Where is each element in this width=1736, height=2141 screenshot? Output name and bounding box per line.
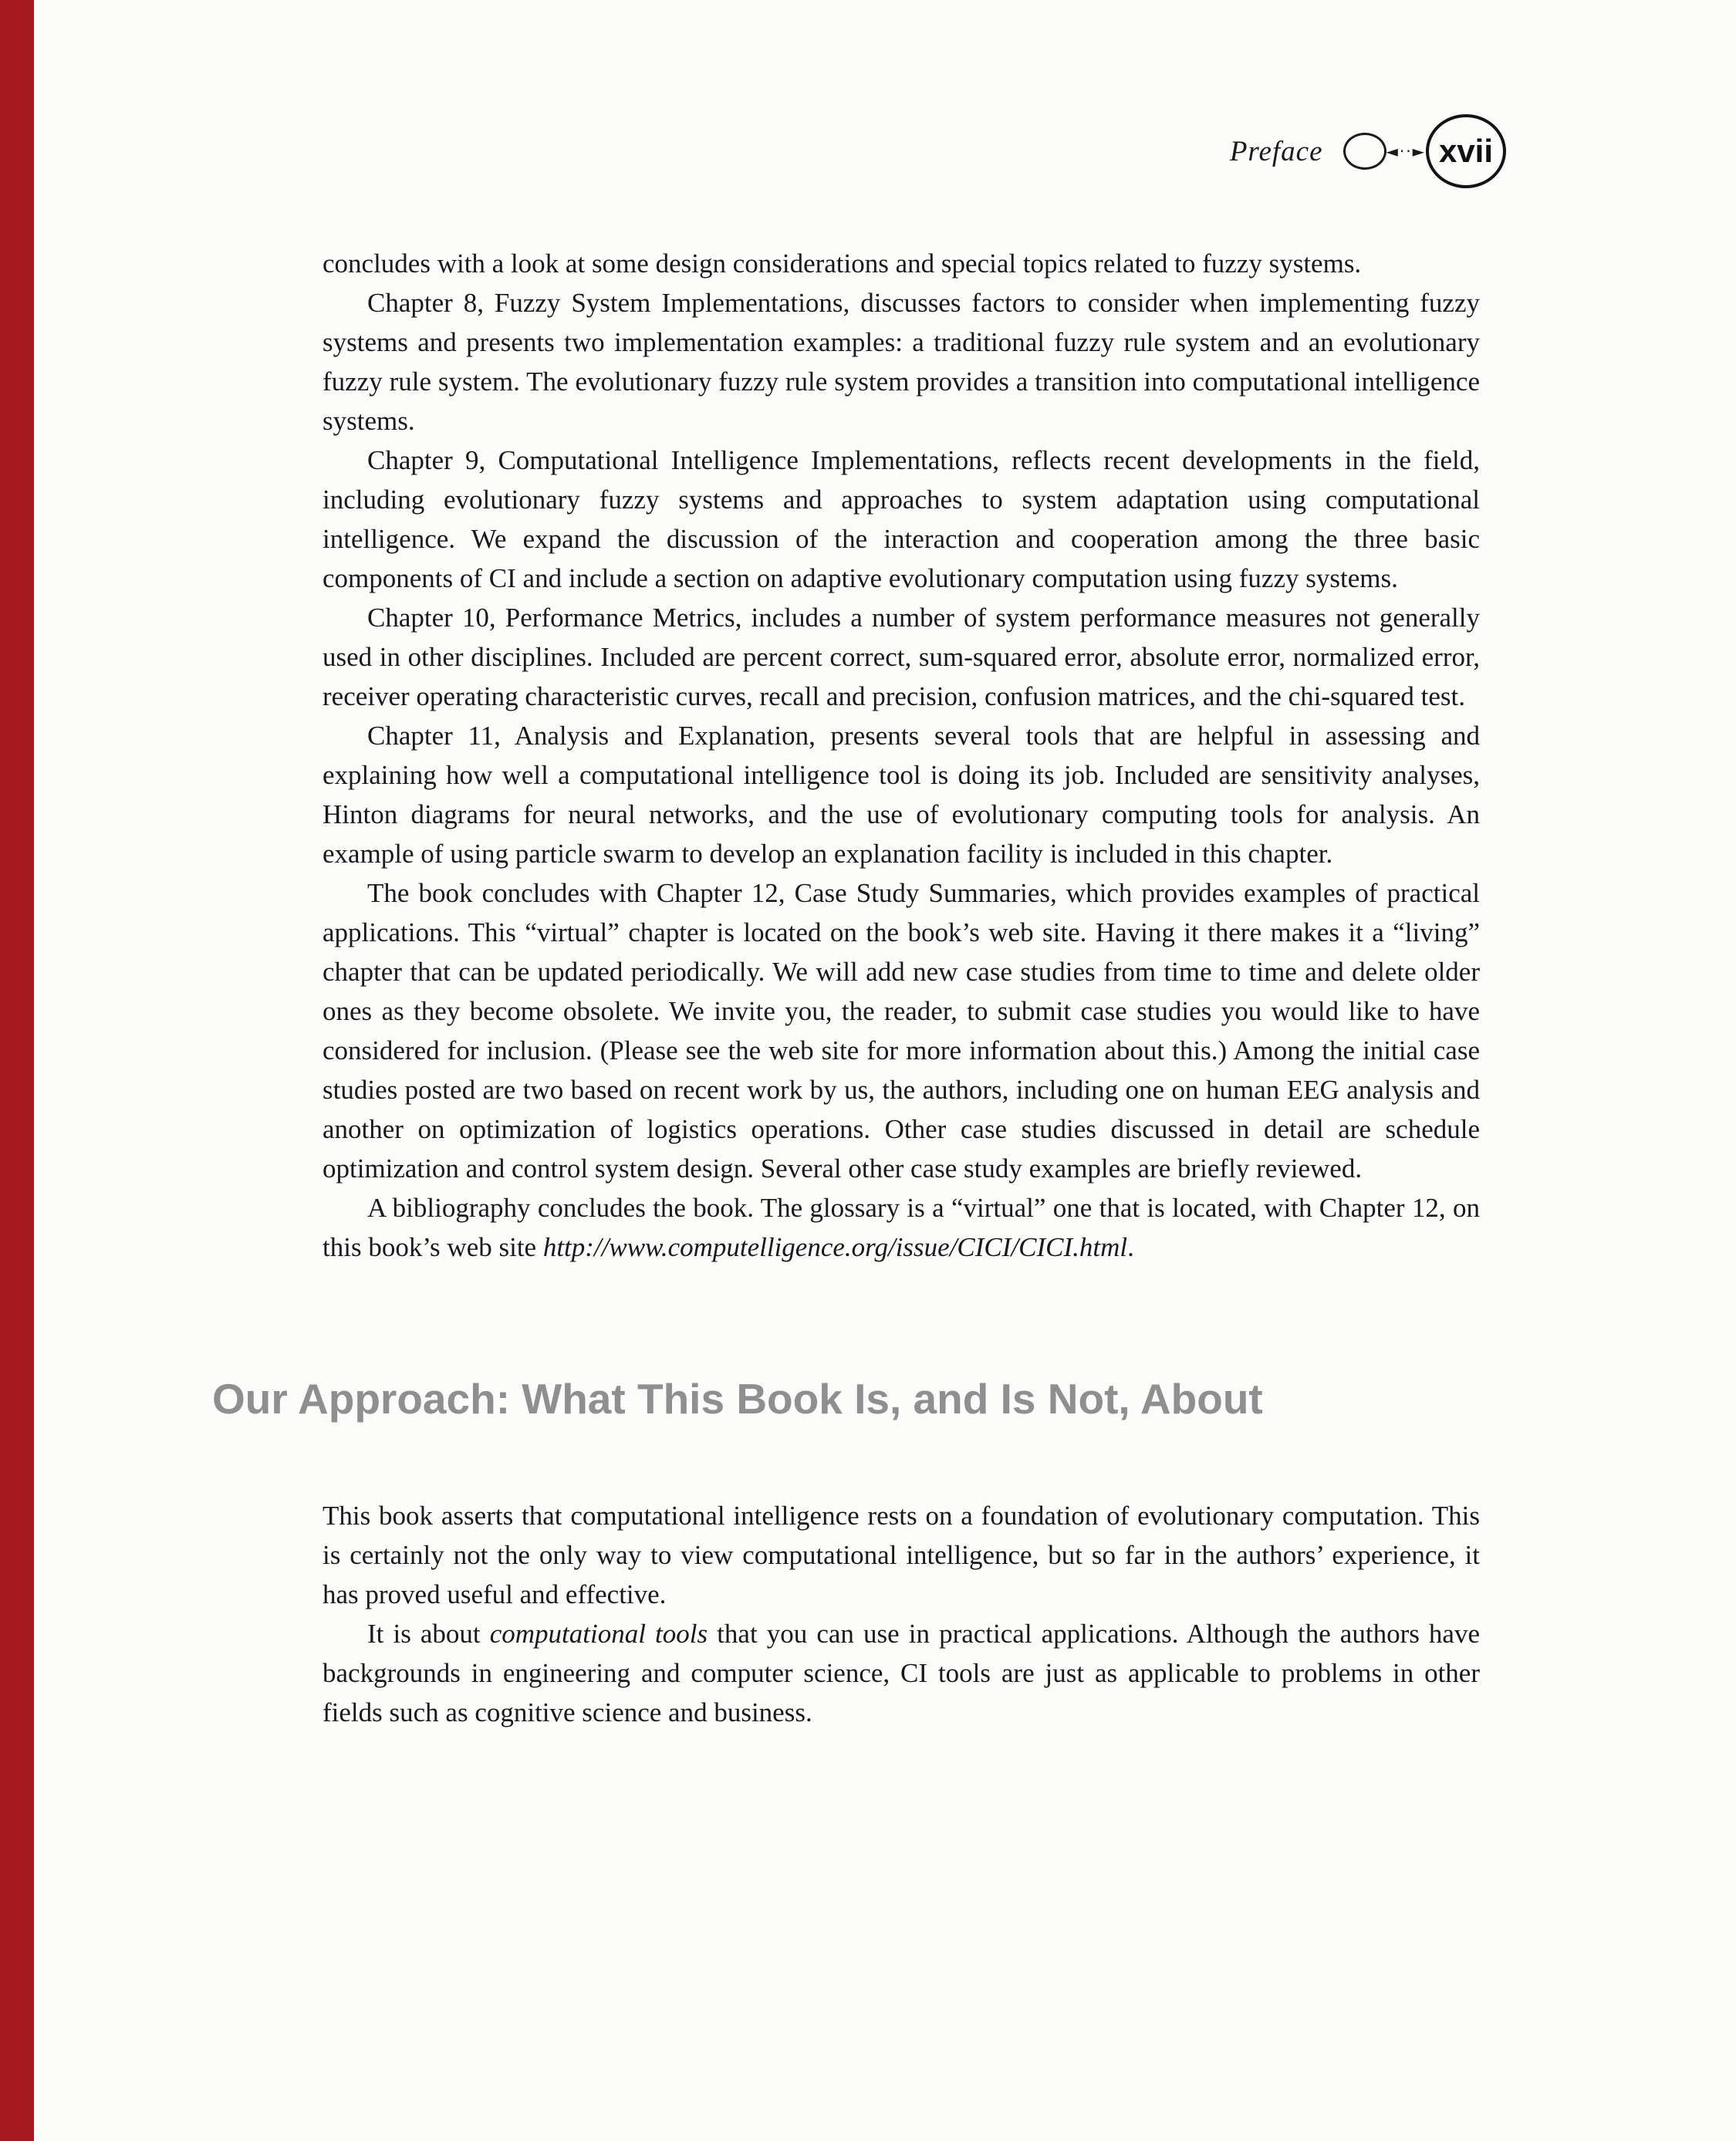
section-heading: Our Approach: What This Book Is, and Is Not, About [212,1375,1263,1423]
text-run: This book asserts that computational intelligence rests on a foundation of evolutionary computation. This is certainly not the only way to view computational intelligence, but so far in the authors’ experience, it has proved useful and effective. [323,1501,1480,1609]
text-run: Chapter 8, Fuzzy System Implementations, discusses factors to consider when implementing fuzzy systems and presents two implementation examples: a traditional fuzzy rule system and an evolutionary fuzzy rule system. The evolutionary fuzzy rule system provides a transition into computational intelligence systems. [323,288,1480,436]
circle-ornament-icon [1343,133,1386,170]
running-head: Preface [1229,135,1323,167]
paragraph [323,1496,1480,1614]
italic-text-run: http://www.computelligence.org/issue/CICI/CICI.html [542,1232,1128,1262]
text-run: that you can use in practical applications. Although the authors have backgrounds in engineering and computer science, CI tools are just as applicable to problems in other fields such as cognitive science and business. [323,1619,1481,1727]
section-paragraphs [323,1496,1480,1732]
paragraph [323,244,1480,283]
text-run: . [1127,1232,1134,1262]
paragraph [323,716,1480,873]
text-run: Chapter 11, Analysis and Explanation, presents several tools that are helpful in assessing and explaining how well a computational intelligence tool is doing its job. Included are sensitivity analyses, Hinton diagrams for neural networks, and the use of evolutionary computing tools for analysis. An example of using particle swarm to develop an explanation facility is included in this chapter. [323,721,1480,869]
paragraph [323,283,1480,441]
text-run: Chapter 9, Computational Intelligence Implementations, reflects recent developments in the field, including evolutionary fuzzy systems and approaches to system adaptation using computational intelligence. We expand the discussion of the interaction and cooperation among the three basic components of CI and include a section on adaptive evolutionary computation using fuzzy systems. [323,445,1480,593]
paragraph [323,441,1480,598]
italic-text-run: computational tools [489,1619,708,1649]
page-header [323,0,1506,188]
text-run: A bibliography concludes the book. The glossary is a “virtual” one that is located, with Chapter 12, on this book’s web site [323,1193,1480,1262]
paragraph [323,1188,1480,1267]
text-run: It is about [367,1619,490,1649]
header-ornament [1343,114,1506,188]
paragraph [323,873,1480,1188]
page-number: xvii [1438,133,1494,169]
paragraph [323,1614,1480,1732]
text-run: concludes with a look at some design considerations and special topics related to fuzzy systems. [323,248,1362,279]
text-run: Chapter 10, Performance Metrics, includes a number of system performance measures not generally used in other disciplines. Included are percent correct, sum-squared error, absolute error, normalized error, receiver operating characteristic curves, recall and precision, confusion matrices, and the chi-squared test. [323,603,1480,711]
page-edge-red-bar [0,0,34,2141]
paragraph [323,598,1480,716]
body-paragraphs [323,244,1480,1267]
dotted-arrow-icon: ◄··► [1386,142,1426,160]
page-number-badge [1426,114,1506,188]
text-run: The book concludes with Chapter 12, Case Study Summaries, which provides examples of practical applications. This “virtual” chapter is located on the book’s web site. Having it there makes it a “living” chapter that can be updated periodically. We will add new case studies from time to time and delete older ones as they become obsolete. We invite you, the reader, to submit case studies you would like to have considered for inclusion. (Please see the web site for more information about this.) Among the initial case studies posted are two based on recent work by us, the authors, including one on human EEG analysis and another on optimization of logistics operations. Other case studies discussed in detail are schedule optimization and control system design. Several other case study examples are briefly reviewed. [323,878,1480,1184]
page-content [212,0,1494,1732]
